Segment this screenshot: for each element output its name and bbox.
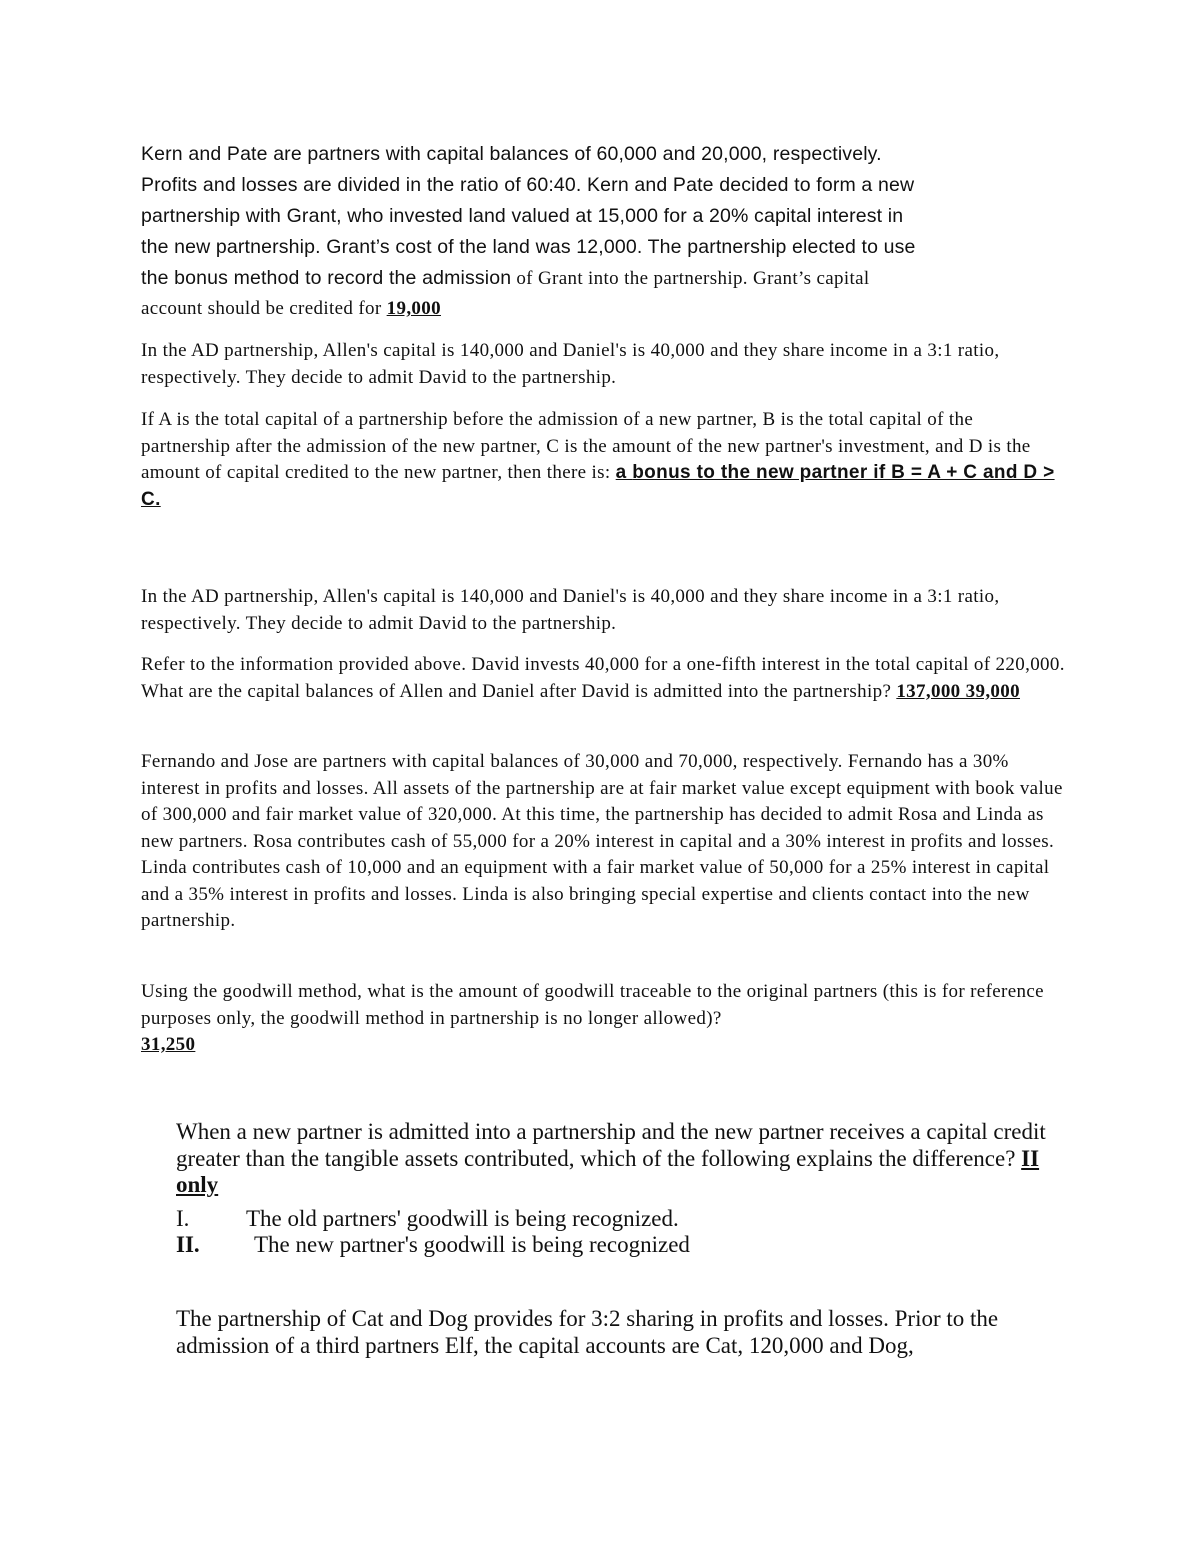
q3-text: If A is the total capital of a partnership before the admission of a new partner, B is the total capital of the partnership after the admission of the new partner, C is the amount of the new partner's investment, and D is the amount of capital credited to the new partner, then there is: [141, 409, 1031, 483]
question-2: In the AD partnership, Allen's capital is 140,000 and Daniel's is 40,000 and they share income in a 3:1 ratio, respectively. They decide to admit David to the partnership. [141, 340, 1000, 388]
question-4 [141, 652, 1066, 705]
q1-line-1: Kern and Pate are partners with capital balances of 60,000 and 20,000, respectively. [141, 143, 882, 165]
question-1 [141, 139, 1066, 323]
q5-question: Using the goodwill method, what is the amount of goodwill traceable to the original partners (this is for reference purposes only, the goodwill method in partnership is no longer allowed)? [141, 981, 1044, 1029]
q6-answer: II only [176, 1145, 1040, 1197]
q1-line-6 [141, 295, 1066, 323]
q6-option-1-number: I. [176, 1206, 190, 1231]
q1-line-3: partnership with Grant, who invested land valued at 15,000 for a 20% capital interest in [141, 205, 904, 227]
q1-answer: 19,000 [386, 298, 441, 319]
q1-question-end: account should be credited for [141, 298, 387, 319]
q4-text: Refer to the information provided above. David invests 40,000 for a one-fifth interest in the total capital of 220,000. What are the capital balances of Allen and Daniel after David is admitted into the partnership? [141, 654, 1065, 702]
q3-answer-a: a [615, 462, 633, 483]
question-4-intro: In the AD partnership, Allen's capital is 140,000 and Daniel's is 40,000 and they share income in a 3:1 ratio, respectively. They decide to admit David to the partnership. [141, 586, 1000, 634]
q3-answer-b: bonus to the new partner if B = A + C and D > C. [141, 462, 1055, 510]
q1-line-5-serif: of Grant into the partnership. Grant’s capital [511, 268, 870, 289]
q6-option-1 [176, 1205, 679, 1233]
question-3 [141, 407, 1066, 513]
q6-option-1-text: The old partners' goodwill is being recognized. [246, 1206, 679, 1231]
question-5-text: Fernando and Jose are partners with capital balances of 30,000 and 70,000, respectively. Fernando has a 30% interest in profits and losses. All assets of the partnership are at fair market value except equipment with book value of 300,000 and fair market value of 320,000. At this time, the partnership has decided to admit Rosa and Linda as new partners. Rosa contributes cash of 55,000 for a 20% interest in capital and a 30% interest in profits and losses. Linda contributes cash of 10,000 and an equipment with a fair market value of 50,000 for a 25% interest in capital and a 35% interest in profits and losses. Linda is also bringing special expertise and clients contact into the new partnership. [141, 751, 1063, 931]
q1-line-2: Profits and losses are divided in the ratio of 60:40. Kern and Pate decided to form a new [141, 174, 915, 196]
q6-option-2 [176, 1231, 690, 1259]
q6-option-2-number: II. [176, 1232, 200, 1257]
question-5 [141, 979, 1066, 1059]
q6-text: When a new partner is admitted into a partnership and the new partner receives a capital credit greater than the tangible assets contributed, which of the following explains the difference? [176, 1119, 1046, 1171]
q1-line-4: the new partnership. Grant’s cost of the land was 12,000. The partnership elected to use [141, 236, 916, 258]
q1-line-5 [141, 263, 1066, 295]
question-7: The partnership of Cat and Dog provides for 3:2 sharing in profits and losses. Prior to the admission of a third partners Elf, the capital accounts are Cat, 120,000 and Dog, [176, 1306, 999, 1358]
q6-option-2-text: The new partner's goodwill is being recognized [254, 1232, 690, 1257]
q1-line-5-sans: the bonus method to record the admission [141, 267, 512, 289]
q4-answer: 137,000 39,000 [896, 680, 1020, 702]
q5-answer: 31,250 [141, 1034, 196, 1055]
question-6 [176, 1119, 1056, 1199]
